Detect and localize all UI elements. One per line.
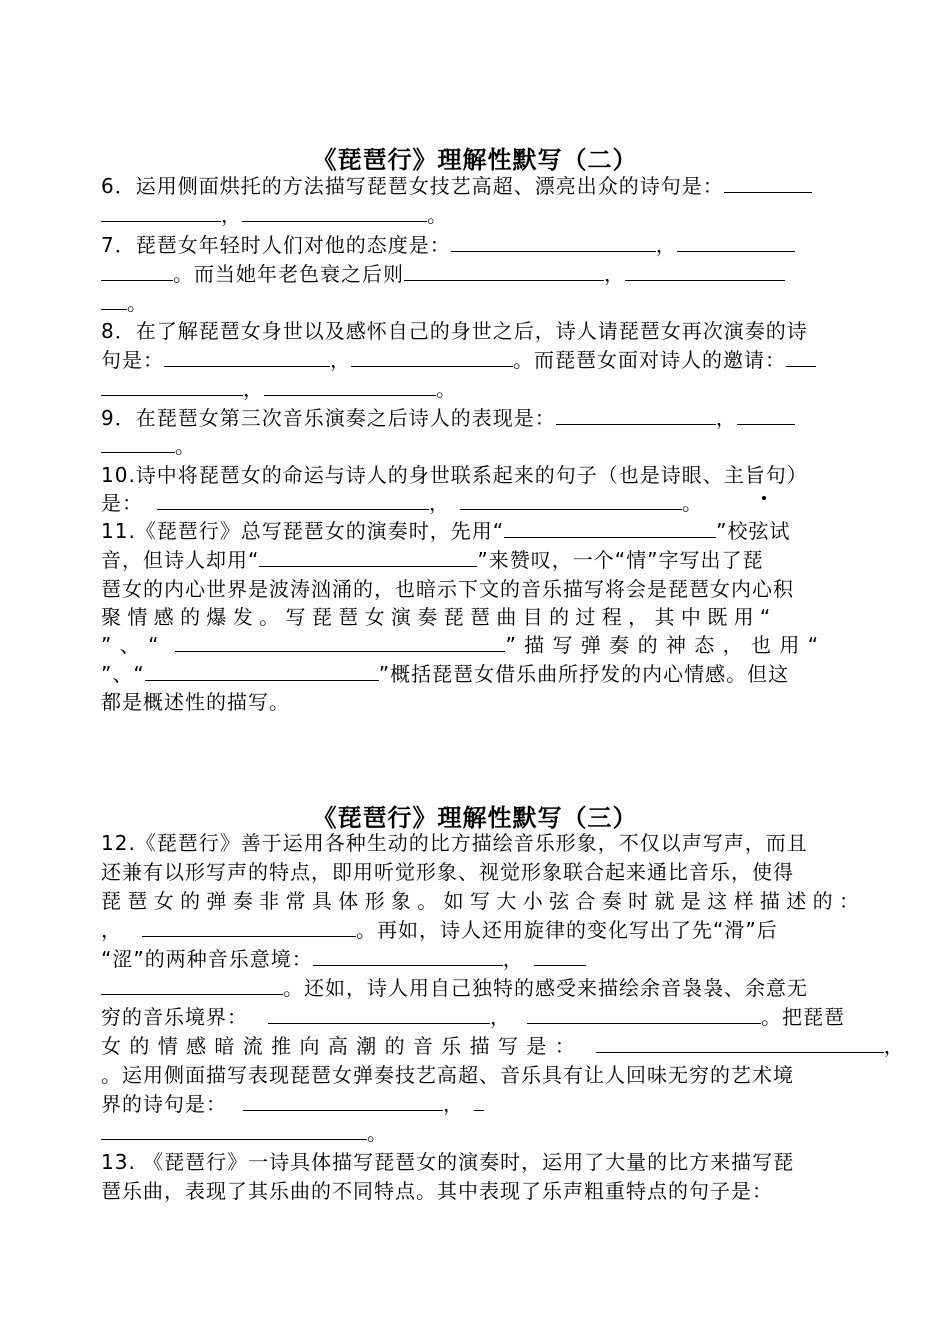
question-11-line-4: 聚 情 感 的 爆 发 。 写 琵 琶 女 演 奏 琵 琶 曲 目 的 过 程 ， 其 中 既 用 “ [101, 605, 771, 629]
answer-blank[interactable] [101, 434, 175, 453]
question-7-line-3: 。 [101, 289, 148, 317]
answer-blank[interactable] [259, 548, 477, 567]
answer-blank[interactable] [556, 406, 716, 425]
answer-blank[interactable] [268, 1005, 490, 1024]
section-title: 《琵琶行》理解性默写（二） [312, 146, 638, 174]
question-9-line-1: 9．在琵琶女第三次音乐演奏之后诗人的表现是： ， [101, 404, 795, 432]
answer-blank[interactable] [534, 947, 586, 966]
answer-blank[interactable] [625, 262, 785, 281]
question-13-line-2: 琶乐曲，表现了其乐曲的不同特点。其中表现了乐声粗重特点的句子是： [101, 1179, 773, 1203]
answer-blank[interactable] [737, 406, 795, 425]
answer-blank[interactable] [264, 377, 436, 396]
question-12-line-5: “涩”的两种音乐意境： ， [101, 945, 586, 973]
question-12-line-3: 琵 琶 女 的 弹 奏 非 常 具 体 形 象 。 如 写 大 小 弦 合 奏 时 就 是 这 样 描 述 的 ： [101, 889, 860, 913]
question-7-line-1: 7．琵琶女年轻时人们对他的态度是： ， [101, 231, 795, 259]
answer-blank[interactable] [460, 491, 682, 510]
answer-blank[interactable] [101, 291, 127, 310]
question-11-line-2: 音，但诗人却用“ ”来赞叹，一个“情”字写出了琵 [101, 548, 764, 572]
question-12-line-4: ， 。再如，诗人还用旋律的变化写出了先“滑”后 [101, 918, 778, 942]
question-6-line-1: 6．运用侧面烘托的方法描写琵琶女技艺高超、漂亮出众的诗句是： [101, 172, 812, 200]
question-12-line-2: 还兼有以形写声的特点，即用听觉形象、视觉形象联合起来通比音乐，使得 [101, 860, 794, 884]
section-title: 《琵琶行》理解性默写（三） [312, 804, 638, 832]
question-13-line-1: 13. 《琵琶行》一诗具体描写琵琶女的演奏时，运用了大量的比方来描写琵 [101, 1150, 795, 1174]
answer-blank[interactable] [101, 976, 283, 995]
answer-blank[interactable] [101, 262, 173, 281]
question-12-line-6: 。还如，诗人用自己独特的感受来描绘余音袅袅、余意无 [101, 974, 808, 1002]
answer-blank[interactable] [313, 947, 503, 966]
question-12-line-8: 女 的 情 感 暗 流 推 向 高 潮 的 音 乐 描 写 是 ： ， [101, 1034, 905, 1058]
answer-blank[interactable] [157, 491, 429, 510]
question-8-line-3: ， 。 [101, 375, 457, 403]
question-12-line-11: 。 [101, 1119, 388, 1147]
answer-blank[interactable] [164, 348, 330, 367]
answer-blank[interactable] [101, 203, 221, 222]
question-12-line-1: 12.《琵琶行》善于运用各种生动的比方描绘音乐形象，不仅以声写声，而且 [101, 831, 808, 855]
question-12-line-10: 界的诗句是： ， [101, 1090, 484, 1118]
answer-blank[interactable] [351, 348, 513, 367]
answer-blank[interactable] [243, 1092, 443, 1111]
question-11-line-3: 琶女的内心世界是波涛汹涌的，也暗示下文的音乐描写将会是琵琶女内心积 [101, 577, 794, 601]
question-11-line-5: ” 、 “ ” 描 写 弹 奏 的 神 态 ， 也 用 “ [101, 633, 820, 657]
question-11-line-7: 都是概述性的描写。 [101, 690, 290, 714]
answer-blank[interactable] [724, 174, 812, 193]
question-11-line-1: 11.《琵琶行》总写琵琶女的演奏时，先用“ ”校弦试 [101, 519, 791, 543]
question-6-line-2: ， 。 [101, 201, 448, 229]
answer-blank[interactable] [451, 233, 656, 252]
answer-blank[interactable] [677, 233, 795, 252]
answer-blank[interactable] [101, 1121, 367, 1140]
answer-blank[interactable] [175, 633, 505, 652]
question-7-line-2: 。而当她年老色衰之后则 ， [101, 260, 785, 288]
answer-blank[interactable] [504, 519, 716, 538]
question-10-line-2: 是： ， 。 [101, 491, 703, 515]
answer-blank[interactable] [474, 1092, 484, 1111]
answer-blank[interactable] [242, 203, 427, 222]
question-12-line-9: 。运用侧面描写表现琵琶女弹奏技艺高超、音乐具有让人回味无穷的艺术境 [101, 1063, 794, 1087]
question-8-line-1: 8．在了解琵琶女身世以及感怀自己的身世之后，诗人请琵琶女再次演奏的诗 [101, 319, 808, 343]
question-11-line-6: ”、“ ”概括琵琶女借乐曲所抒发的内心情感。但这 [101, 662, 790, 686]
answer-blank[interactable] [404, 262, 604, 281]
stray-dot-mark [762, 496, 766, 500]
answer-blank[interactable] [596, 1034, 884, 1053]
answer-blank[interactable] [786, 348, 816, 367]
answer-blank[interactable] [101, 377, 243, 396]
question-12-line-7: 穷的音乐境界： ， 。把琵琶 [101, 1005, 845, 1029]
question-10-line-1: 10.诗中将琵琶女的命运与诗人的身世联系起来的句子（也是诗眼、主旨句） [101, 463, 808, 487]
question-8-line-2: 句是： ， 。而琵琶女面对诗人的邀请： [101, 346, 816, 374]
answer-blank[interactable] [142, 918, 356, 937]
question-9-line-2: 。 [101, 432, 196, 460]
answer-blank[interactable] [145, 662, 379, 681]
answer-blank[interactable] [527, 1005, 761, 1024]
